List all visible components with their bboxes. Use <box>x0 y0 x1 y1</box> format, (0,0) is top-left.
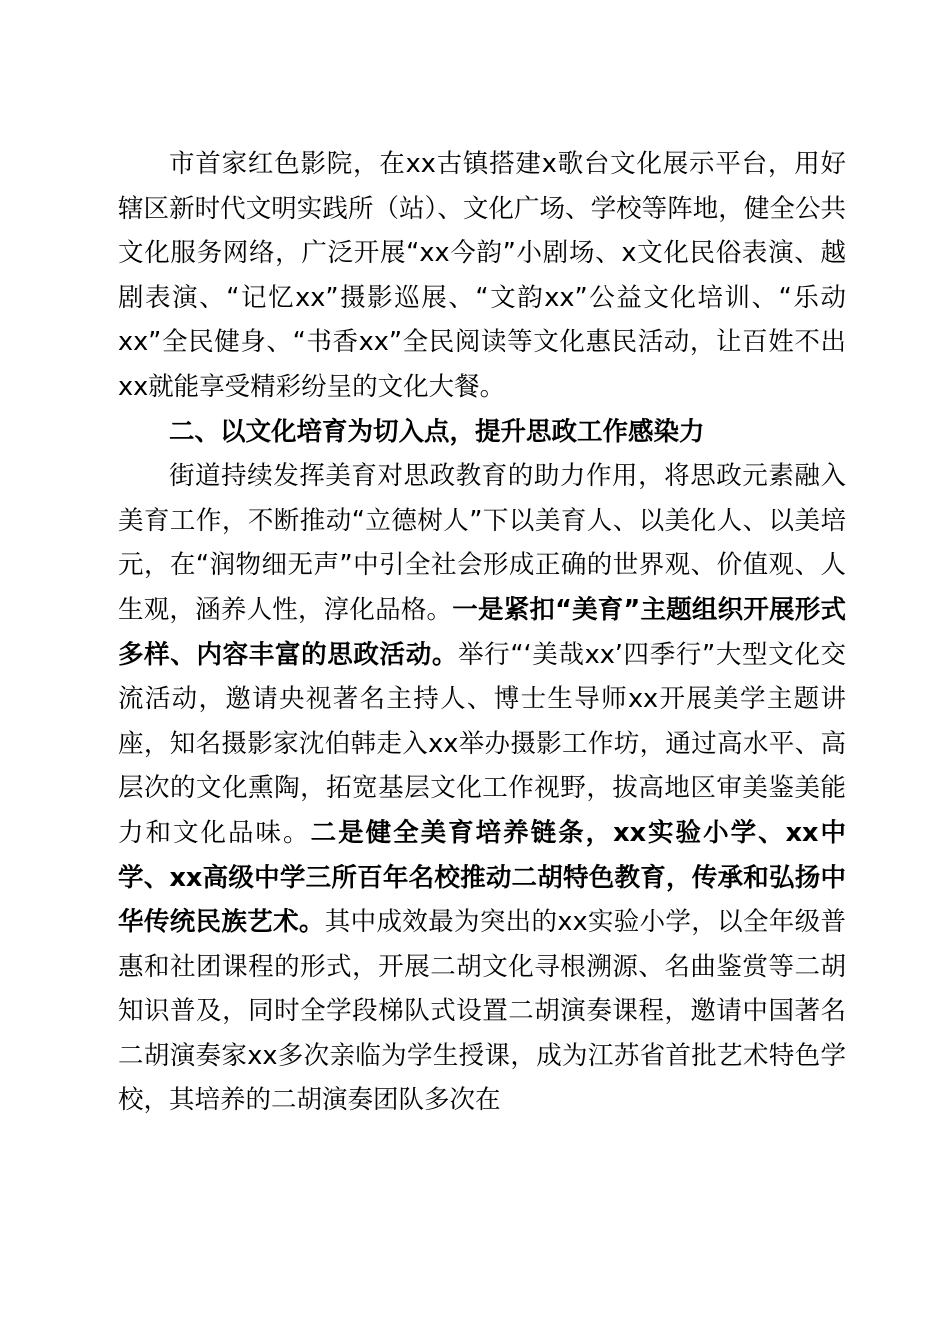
body-text-c: 举行“‘美哉xx’四季行”大型文化交流活动，邀请央视著名主持人、博士生导师xx开展美学主题讲座，知名摄影家沈伯韩走入xx举办摄影工作坊，通过高水平、高层次的文化熏陶，拓宽基层文化工作视野，拔高地区审美鉴美能力和文化品味。 <box>118 639 846 848</box>
body-bold-point-two: 二是健全美育培养链条，xx实验小学、xx中学、xx高级中学三所百年名校推动二胡特色教育，传承和弘扬中华传统民族艺术。 <box>118 817 846 938</box>
body-bold-point-one: 一是紧扣“美育”主题组织开展形式多样、内容丰富的思政活动。 <box>118 594 846 670</box>
paragraph-continuation <box>118 142 846 410</box>
paragraph-text: 市首家红色影院，在xx古镇搭建x歌台文化展示平台，用好辖区新时代文明实践所（站）、文化广场、学校等阵地，健全公共文化服务网络，广泛开展“xx今韵”小剧场、x文化民俗表演、越剧表演、“记忆xx”摄影巡展、“文韵xx”公益文化培训、“乐动xx”全民健身、“书香xx”全民阅读等文化惠民活动，让百姓不出xx就能享受精彩纷呈的文化大餐。 <box>118 149 846 402</box>
paragraph-body <box>118 454 846 1123</box>
body-text-a: 街道持续发挥美育对思政教育的助力作用，将思政元素融入美育工作，不断推动“立德树人”下以美育人、以美化人、以美培元，在“润物细无声”中引全社会形成正确的世界观、价值观、人生观，涵养人性，淳化品格。 <box>118 461 846 625</box>
document-page <box>118 142 846 1123</box>
body-text-e: 其中成效最为突出的xx实验小学，以全年级普惠和社团课程的形式，开展二胡文化寻根溯源、名曲鉴赏等二胡知识普及，同时全学段梯队式设置二胡演奏课程，邀请中国著名二胡演奏家xx多次亲临为学生授课，成为江苏省首批艺术特色学校，其培养的二胡演奏团队多次在 <box>118 907 846 1116</box>
section-heading: 二、以文化培育为切入点，提升思政工作感染力 <box>169 416 705 447</box>
